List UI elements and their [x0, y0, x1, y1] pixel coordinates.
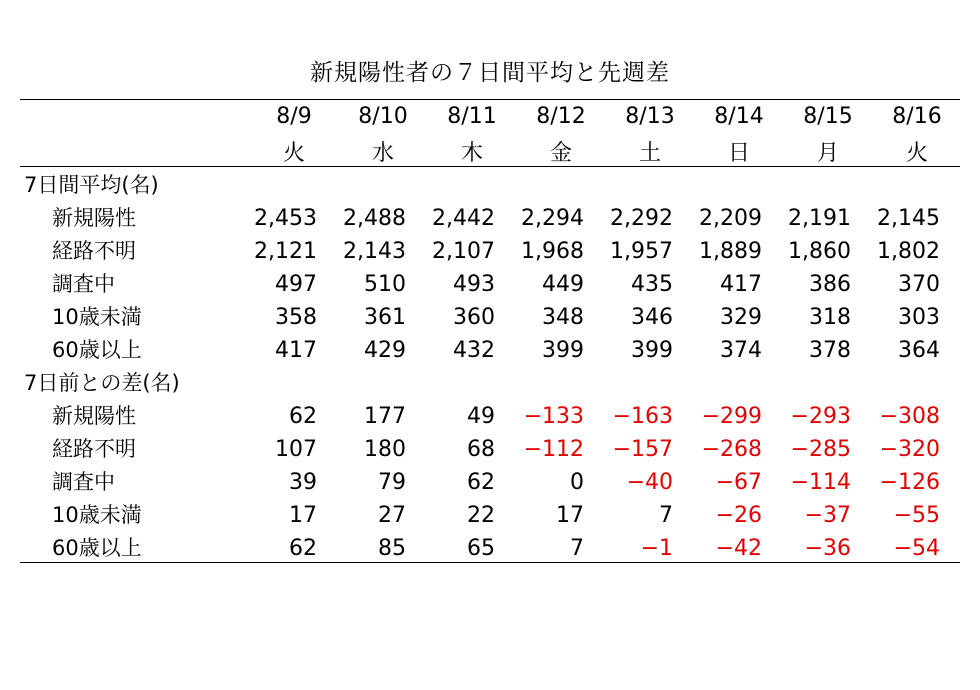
table-cell: −133: [523, 404, 584, 429]
table-cell: 2,145: [877, 206, 940, 231]
table-cell: −268: [701, 437, 762, 462]
table-row: [20, 202, 960, 235]
table-cell: −67: [715, 470, 762, 495]
table-cell: −308: [879, 404, 940, 429]
table-cell: 346: [631, 305, 673, 330]
table-cell: −112: [523, 437, 584, 462]
row-label: 調査中: [52, 272, 115, 296]
column-date: 8/12: [536, 104, 586, 129]
column-weekday: 日: [727, 141, 750, 166]
table-cell: 2,442: [432, 206, 495, 231]
table-top-rule: [20, 99, 960, 100]
column-date: 8/14: [714, 104, 764, 129]
column-weekday: 月: [816, 141, 839, 166]
column-weekday: 火: [905, 141, 928, 166]
table-cell: −299: [701, 404, 762, 429]
table-cell: 497: [275, 272, 317, 297]
table-cell: 1,957: [610, 239, 673, 264]
table-cell: 0: [570, 470, 584, 495]
table-cell: 348: [542, 305, 584, 330]
column-weekday: 水: [371, 141, 394, 166]
table-cell: 177: [364, 404, 406, 429]
table-cell: 27: [378, 503, 406, 528]
row-label: 60歳以上: [52, 338, 142, 362]
table-cell: 1,968: [521, 239, 584, 264]
column-weekday: 土: [638, 141, 661, 166]
table-row: [20, 235, 960, 268]
table-cell: 22: [467, 503, 495, 528]
row-label: 60歳以上: [52, 536, 142, 560]
table-cell: 417: [275, 338, 317, 363]
column-date: 8/15: [803, 104, 853, 129]
table-row: [20, 466, 960, 499]
table-cell: 360: [453, 305, 495, 330]
table-cell: 303: [898, 305, 940, 330]
table-cell: 358: [275, 305, 317, 330]
table-cell: −26: [715, 503, 762, 528]
table-cell: 2,143: [343, 239, 406, 264]
row-label: 10歳未満: [52, 503, 142, 527]
table-row: [20, 334, 960, 367]
table-cell: 449: [542, 272, 584, 297]
table-cell: −55: [893, 503, 940, 528]
table-cell: −293: [790, 404, 851, 429]
table-cell: 107: [275, 437, 317, 462]
table-cell: 2,209: [699, 206, 762, 231]
table-cell: 361: [364, 305, 406, 330]
table-cell: 1,802: [877, 239, 940, 264]
table-cell: −157: [612, 437, 673, 462]
column-weekday: 木: [460, 141, 483, 166]
column-date: 8/13: [625, 104, 675, 129]
table-cell: 17: [556, 503, 584, 528]
row-label: 経路不明: [52, 437, 136, 461]
table-cell: −40: [626, 470, 673, 495]
column-date: 8/10: [358, 104, 408, 129]
table-cell: 2,191: [788, 206, 851, 231]
table-cell: −114: [790, 470, 851, 495]
page-title: 新規陽性者の７日間平均と先週差: [310, 60, 670, 86]
table-cell: 1,860: [788, 239, 851, 264]
table-cell: 2,107: [432, 239, 495, 264]
table-cell: −42: [715, 536, 762, 561]
table-cell: 68: [467, 437, 495, 462]
table-cell: 399: [542, 338, 584, 363]
table-cell: −1: [640, 536, 673, 561]
row-label: 新規陽性: [52, 206, 136, 230]
table-cell: −54: [893, 536, 940, 561]
table-cell: 2,292: [610, 206, 673, 231]
table-row: [20, 532, 960, 565]
table-cell: 432: [453, 338, 495, 363]
table-cell: 62: [289, 536, 317, 561]
table-cell: 329: [720, 305, 762, 330]
table-cell: 386: [809, 272, 851, 297]
table-cell: −163: [612, 404, 673, 429]
table-cell: 1,889: [699, 239, 762, 264]
table-cell: 62: [467, 470, 495, 495]
table-cell: 370: [898, 272, 940, 297]
table-cell: 180: [364, 437, 406, 462]
row-label: 新規陽性: [52, 404, 136, 428]
table-cell: 435: [631, 272, 673, 297]
table-row: [20, 400, 960, 433]
section-label: 7日間平均(名): [24, 173, 159, 197]
section-label: 7日前との差(名): [24, 371, 180, 395]
table-cell: −37: [804, 503, 851, 528]
table-cell: 378: [809, 338, 851, 363]
table-cell: 79: [378, 470, 406, 495]
table-cell: 364: [898, 338, 940, 363]
row-label: 経路不明: [52, 239, 136, 263]
table-cell: 2,488: [343, 206, 406, 231]
table-cell: 49: [467, 404, 495, 429]
table-cell: 17: [289, 503, 317, 528]
table-cell: 85: [378, 536, 406, 561]
section-row: [20, 367, 960, 400]
column-date: 8/16: [892, 104, 942, 129]
column-date: 8/11: [447, 104, 497, 129]
column-date: 8/9: [276, 104, 312, 129]
section-row: [20, 169, 960, 202]
table-cell: 510: [364, 272, 406, 297]
table-cell: 7: [659, 503, 673, 528]
table-cell: 65: [467, 536, 495, 561]
column-weekday: 火: [282, 141, 305, 166]
table-cell: −36: [804, 536, 851, 561]
table-cell: −285: [790, 437, 851, 462]
table-row: [20, 301, 960, 334]
row-label: 調査中: [52, 470, 115, 494]
table-cell: 39: [289, 470, 317, 495]
table-cell: 2,453: [254, 206, 317, 231]
row-label: 10歳未満: [52, 305, 142, 329]
table-cell: 2,294: [521, 206, 584, 231]
table-cell: 7: [570, 536, 584, 561]
table-cell: −126: [879, 470, 940, 495]
column-weekday: 金: [549, 141, 572, 166]
table-cell: 429: [364, 338, 406, 363]
table-cell: 62: [289, 404, 317, 429]
table-cell: 374: [720, 338, 762, 363]
table-row: [20, 433, 960, 466]
table-cell: 493: [453, 272, 495, 297]
table-cell: −320: [879, 437, 940, 462]
table-row: [20, 499, 960, 532]
table-row: [20, 268, 960, 301]
table-cell: 2,121: [254, 239, 317, 264]
table-cell: 417: [720, 272, 762, 297]
table-cell: 318: [809, 305, 851, 330]
table-cell: 399: [631, 338, 673, 363]
